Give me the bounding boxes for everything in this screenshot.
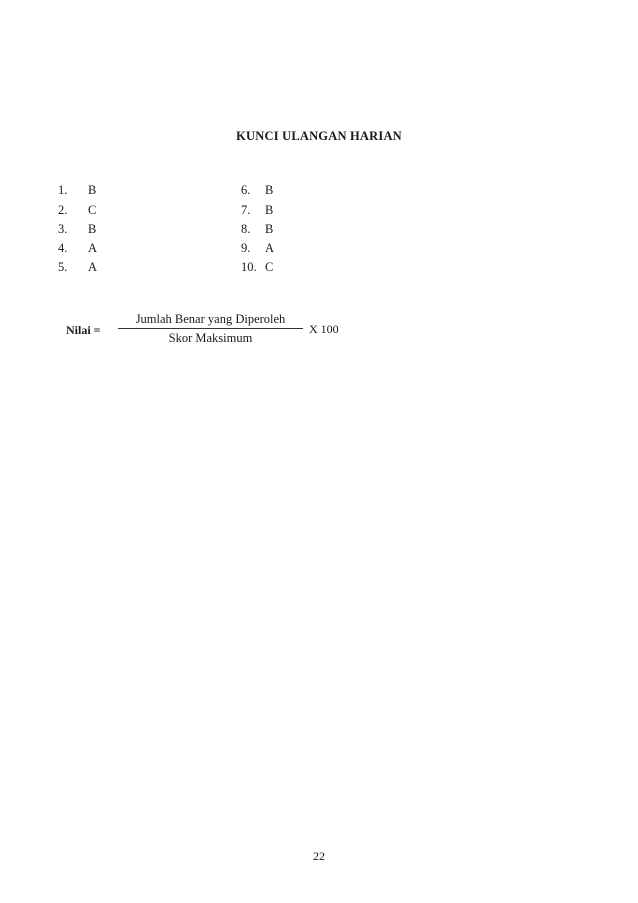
answer-number: 6. xyxy=(241,183,251,197)
answer-letter: B xyxy=(265,203,274,217)
answer-letter: A xyxy=(265,241,275,255)
answer-number: 4. xyxy=(58,241,68,255)
page-title: KUNCI ULANGAN HARIAN xyxy=(236,129,402,143)
formula-denominator: Skor Maksimum xyxy=(168,331,253,345)
answer-number: 5. xyxy=(58,260,68,274)
answer-number: 8. xyxy=(241,222,251,236)
answer-number: 1. xyxy=(58,183,68,197)
answer-letter: C xyxy=(265,260,274,274)
formula-numerator: Jumlah Benar yang Diperoleh xyxy=(135,312,286,326)
answer-number: 3. xyxy=(58,222,68,236)
page-number: 22 xyxy=(313,849,325,863)
answer-number: 9. xyxy=(241,241,251,255)
fraction-bar xyxy=(118,328,303,329)
answer-number: 10. xyxy=(241,260,257,274)
answer-number: 2. xyxy=(58,203,68,217)
answer-letter: B xyxy=(265,222,274,236)
answer-letter: A xyxy=(88,241,98,255)
answer-letter: A xyxy=(88,260,98,274)
formula-multiplier: X 100 xyxy=(309,322,339,336)
answer-letter: B xyxy=(88,222,97,236)
answer-letter: B xyxy=(88,183,97,197)
answer-letter: C xyxy=(88,203,97,217)
formula-fraction xyxy=(118,312,303,346)
formula-label: Nilai = xyxy=(66,323,101,337)
answer-letter: B xyxy=(265,183,274,197)
answer-number: 7. xyxy=(241,203,251,217)
